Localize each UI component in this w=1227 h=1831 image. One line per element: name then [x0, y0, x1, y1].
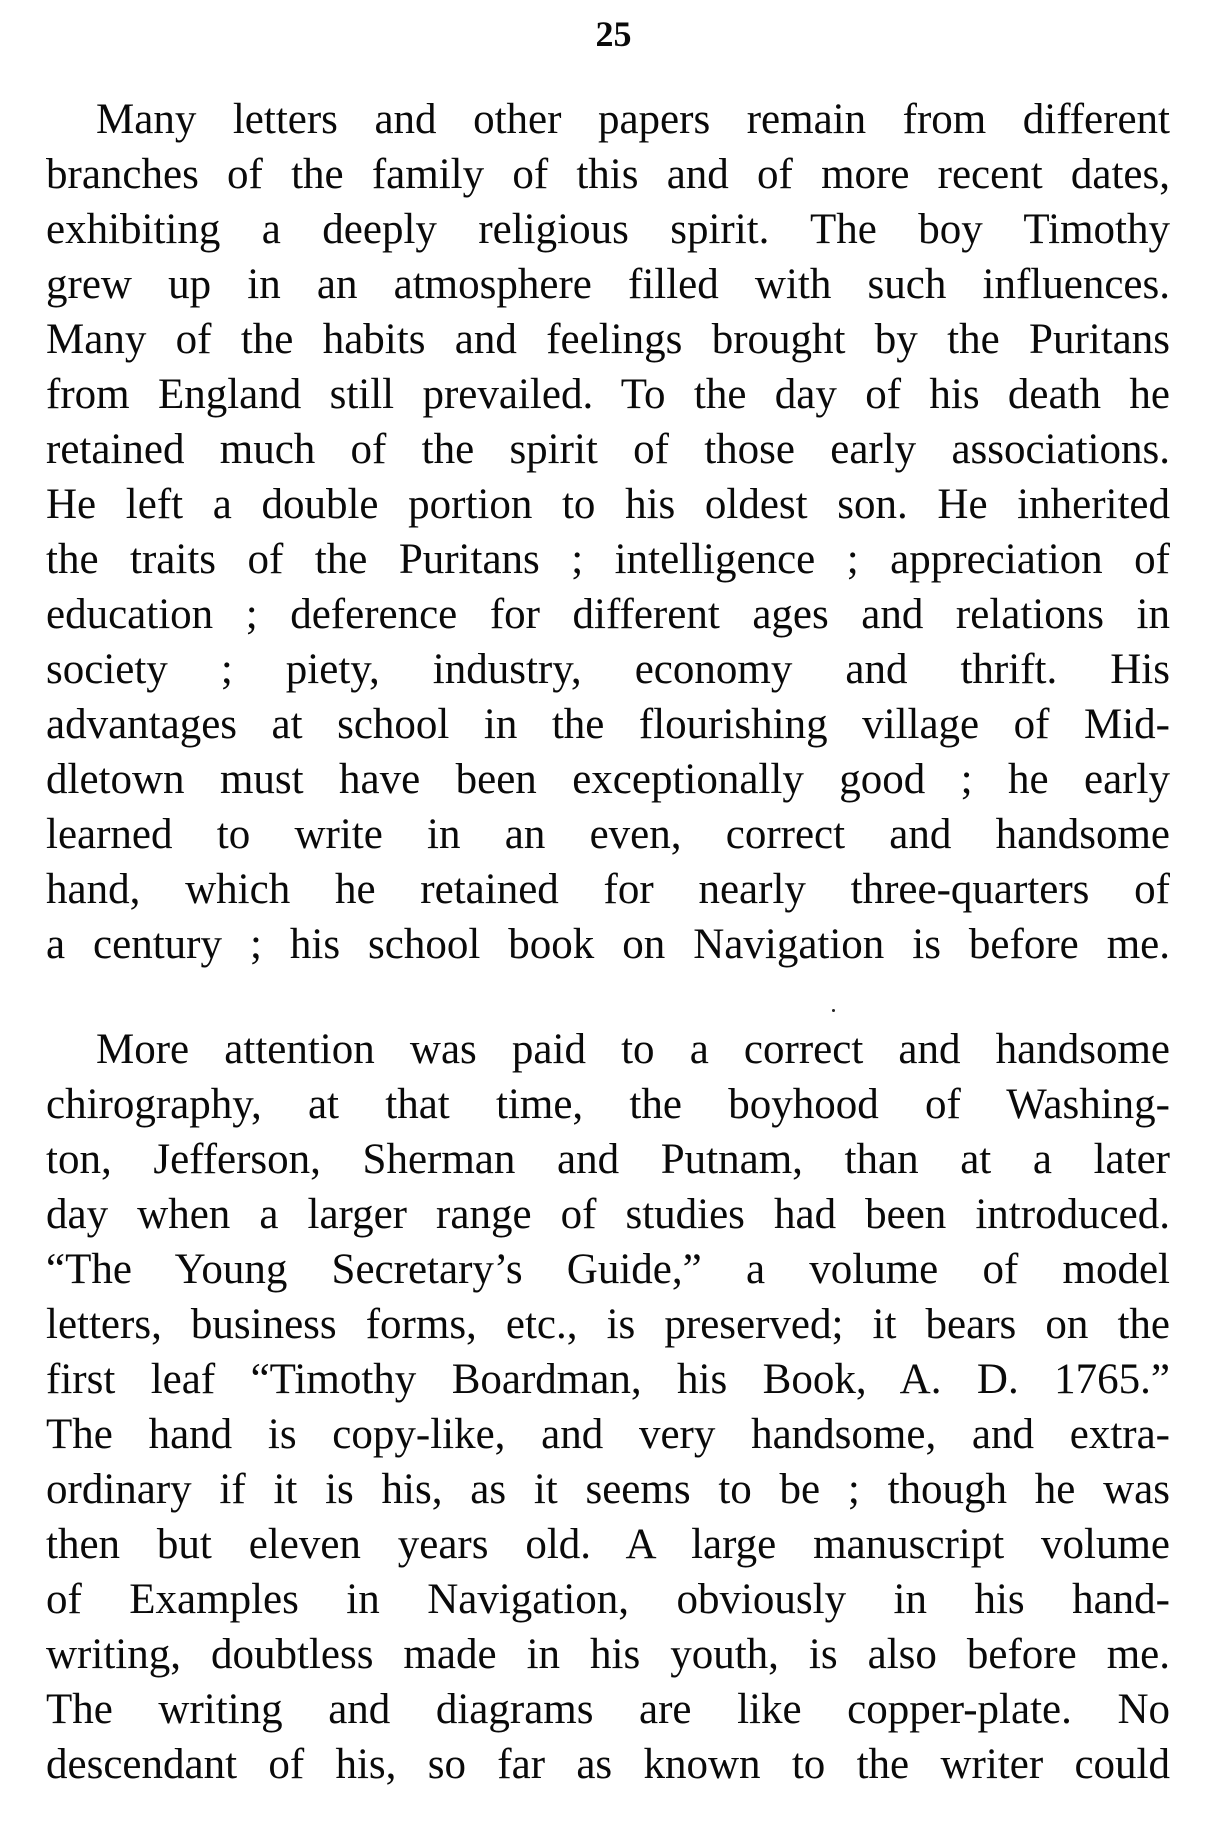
text-line: More attention was paid to a correct and handsome — [96, 1026, 1170, 1073]
text-line: learned to write in an even, correct and handsome — [46, 811, 1170, 858]
text-line: of Examples in Navigation, obviously in his hand- — [46, 1576, 1170, 1623]
text-line: The writing and diagrams are like copper-plate. No — [46, 1686, 1170, 1733]
text-line: ordinary if it is his, as it seems to be ; though he was — [46, 1466, 1170, 1513]
text-line: descendant of his, so far as known to the writer could — [46, 1741, 1170, 1788]
text-line: hand, which he retained for nearly three-quarters of — [46, 866, 1170, 913]
page-number: 25 — [595, 14, 632, 54]
ink-speck — [832, 1009, 835, 1012]
paragraph-1 — [46, 92, 1170, 972]
text-line: writing, doubtless made in his youth, is also before me. — [46, 1631, 1170, 1678]
text-line: Many letters and other papers remain from different — [96, 96, 1170, 143]
text-line: then but eleven years old. A large manuscript volume — [46, 1521, 1170, 1568]
text-line: education ; deference for different ages and relations in — [46, 591, 1170, 638]
text-line: He left a double portion to his oldest son. He inherited — [46, 481, 1170, 528]
text-line: ton, Jefferson, Sherman and Putnam, than at a later — [46, 1136, 1170, 1183]
text-line: grew up in an atmosphere filled with such influences. — [46, 261, 1170, 308]
text-line: exhibiting a deeply religious spirit. The boy Timothy — [46, 206, 1170, 253]
text-line: “The Young Secretary’s Guide,” a volume of model — [46, 1246, 1170, 1293]
text-line: a century ; his school book on Navigation is before me. — [46, 921, 1170, 968]
paragraph-2 — [46, 1022, 1170, 1792]
text-line: letters, business forms, etc., is preserved; it bears on the — [46, 1301, 1170, 1348]
text-line: from England still prevailed. To the day of his death he — [46, 371, 1170, 418]
text-line: advantages at school in the flourishing village of Mid- — [46, 701, 1170, 748]
text-line: day when a larger range of studies had been introduced. — [46, 1191, 1170, 1238]
text-line: society ; piety, industry, economy and thrift. His — [46, 646, 1170, 693]
text-line: the traits of the Puritans ; intelligence ; appreciation of — [46, 536, 1170, 583]
text-line: dletown must have been exceptionally good ; he early — [46, 756, 1170, 803]
text-line: Many of the habits and feelings brought by the Puritans — [46, 316, 1170, 363]
text-line: The hand is copy-like, and very handsome, and extra- — [46, 1411, 1170, 1458]
text-line: retained much of the spirit of those early associations. — [46, 426, 1170, 473]
text-line: first leaf “Timothy Boardman, his Book, A. D. 1765.” — [46, 1356, 1170, 1403]
text-line: branches of the family of this and of more recent dates, — [46, 151, 1170, 198]
text-line: chirography, at that time, the boyhood of Washing- — [46, 1081, 1170, 1128]
